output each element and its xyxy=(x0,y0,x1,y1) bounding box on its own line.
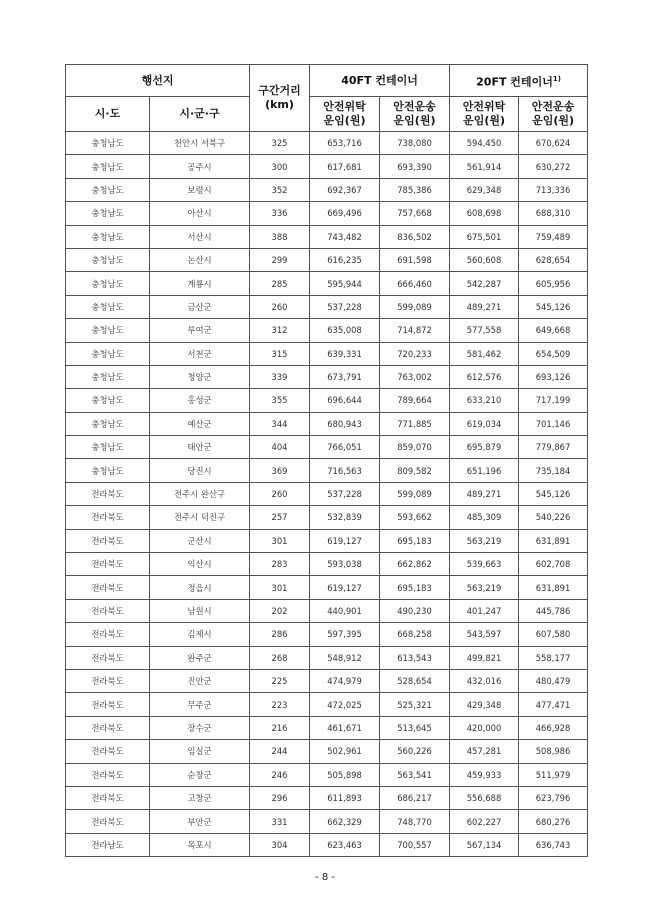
city-cell: 진안군 xyxy=(150,669,250,692)
ft20-consign-cell: 608,698 xyxy=(450,202,519,225)
city-cell: 부여군 xyxy=(150,319,250,342)
distance-cell: 304 xyxy=(250,833,310,856)
distance-cell: 301 xyxy=(250,576,310,599)
ft20-consign-cell: 577,558 xyxy=(450,319,519,342)
table-row xyxy=(66,506,588,529)
ft40-transport-cell: 599,089 xyxy=(380,295,450,318)
city-cell: 김제시 xyxy=(150,623,250,646)
city-cell: 부안군 xyxy=(150,810,250,833)
table-row xyxy=(66,599,588,622)
ft40-consign-cell: 593,038 xyxy=(310,553,380,576)
ft20-transport-cell: 540,226 xyxy=(519,506,588,529)
ft40-consign-cell: 472,025 xyxy=(310,693,380,716)
ft40-consign-cell: 502,961 xyxy=(310,740,380,763)
ft20-consign-cell: 560,608 xyxy=(450,248,519,271)
ft20-transport-cell: 602,708 xyxy=(519,553,588,576)
table-row xyxy=(66,389,588,412)
city-cell: 태안군 xyxy=(150,436,250,459)
ft20-transport-cell: 693,126 xyxy=(519,365,588,388)
ft20-consign-cell: 563,219 xyxy=(450,576,519,599)
table-row xyxy=(66,529,588,552)
distance-cell: 244 xyxy=(250,740,310,763)
province-cell: 전라북도 xyxy=(66,576,150,599)
ft40-consign-cell: 537,228 xyxy=(310,295,380,318)
ft40-consign-cell: 595,944 xyxy=(310,272,380,295)
ft20-transport-cell: 605,956 xyxy=(519,272,588,295)
distance-cell: 246 xyxy=(250,763,310,786)
ft20-transport-cell: 508,986 xyxy=(519,740,588,763)
province-cell: 전라북도 xyxy=(66,693,150,716)
province-cell: 충청남도 xyxy=(66,412,150,435)
ft40-transport-cell: 700,557 xyxy=(380,833,450,856)
ft40-consign-cell: 766,051 xyxy=(310,436,380,459)
ft20-transport-cell: 759,489 xyxy=(519,225,588,248)
ft20-consign-cell: 563,219 xyxy=(450,529,519,552)
ft40-transport-cell: 720,233 xyxy=(380,342,450,365)
table-row xyxy=(66,365,588,388)
ft40-consign-cell: 743,482 xyxy=(310,225,380,248)
ft40-transport-cell: 593,662 xyxy=(380,506,450,529)
ft40-consign-cell: 461,671 xyxy=(310,716,380,739)
city-cell: 보령시 xyxy=(150,178,250,201)
ft20-transport-cell: 631,891 xyxy=(519,529,588,552)
ft20-transport-cell: 735,184 xyxy=(519,459,588,482)
distance-header: 구간거리 (km) xyxy=(250,65,310,132)
ft40-transport-cell: 714,872 xyxy=(380,319,450,342)
ft20-consign-cell: 542,287 xyxy=(450,272,519,295)
ft40-transport-cell: 668,258 xyxy=(380,623,450,646)
ft40-consign-cell: 692,367 xyxy=(310,178,380,201)
province-cell: 충청남도 xyxy=(66,178,150,201)
city-cell: 무주군 xyxy=(150,693,250,716)
city-cell: 계룡시 xyxy=(150,272,250,295)
ft40-transport-cell: 763,002 xyxy=(380,365,450,388)
ft20-consign-cell: 619,034 xyxy=(450,412,519,435)
table-row xyxy=(66,295,588,318)
province-cell: 충청남도 xyxy=(66,155,150,178)
ft20-transport-cell: 607,580 xyxy=(519,623,588,646)
ft20-transport-rate-header: 안전운송 운임(원) xyxy=(519,97,588,132)
ft40-consign-cell: 696,644 xyxy=(310,389,380,412)
city-cell: 예산군 xyxy=(150,412,250,435)
table-row xyxy=(66,810,588,833)
ft40-transport-cell: 695,183 xyxy=(380,576,450,599)
ft20-consign-cell: 675,501 xyxy=(450,225,519,248)
city-cell: 공주시 xyxy=(150,155,250,178)
ft20-transport-cell: 654,509 xyxy=(519,342,588,365)
ft20-transport-cell: 545,126 xyxy=(519,295,588,318)
distance-cell: 257 xyxy=(250,506,310,529)
table-row xyxy=(66,693,588,716)
ft40-consign-rate-header: 안전위탁 운임(원) xyxy=(310,97,380,132)
province-cell: 전라북도 xyxy=(66,763,150,786)
distance-cell: 339 xyxy=(250,365,310,388)
province-cell: 전라북도 xyxy=(66,740,150,763)
table-row xyxy=(66,833,588,856)
ft20-transport-cell: 623,796 xyxy=(519,786,588,809)
freight-rate-table xyxy=(65,64,588,857)
ft20-container-label: 20FT 컨테이너 xyxy=(476,75,553,89)
distance-cell: 268 xyxy=(250,646,310,669)
ft20-consign-cell: 489,271 xyxy=(450,482,519,505)
city-cell: 완주군 xyxy=(150,646,250,669)
ft20-consign-cell: 602,227 xyxy=(450,810,519,833)
ft40-transport-cell: 525,321 xyxy=(380,693,450,716)
ft20-transport-cell: 628,654 xyxy=(519,248,588,271)
ft20-transport-cell: 779,867 xyxy=(519,436,588,459)
distance-cell: 223 xyxy=(250,693,310,716)
province-cell: 전라북도 xyxy=(66,646,150,669)
ft40-consign-cell: 616,235 xyxy=(310,248,380,271)
ft40-transport-cell: 789,664 xyxy=(380,389,450,412)
province-cell: 전라북도 xyxy=(66,529,150,552)
ft40-consign-cell: 662,329 xyxy=(310,810,380,833)
province-cell: 충청남도 xyxy=(66,295,150,318)
distance-cell: 336 xyxy=(250,202,310,225)
table-row xyxy=(66,576,588,599)
ft20-consign-cell: 612,576 xyxy=(450,365,519,388)
distance-cell: 388 xyxy=(250,225,310,248)
ft20-consign-cell: 629,348 xyxy=(450,178,519,201)
table-row xyxy=(66,132,588,155)
city-cell: 정읍시 xyxy=(150,576,250,599)
ft40-transport-cell: 686,217 xyxy=(380,786,450,809)
ft20-consign-cell: 651,196 xyxy=(450,459,519,482)
table-row xyxy=(66,155,588,178)
ft20-transport-cell: 480,479 xyxy=(519,669,588,692)
ft40-transport-cell: 528,654 xyxy=(380,669,450,692)
distance-cell: 352 xyxy=(250,178,310,201)
ft20-transport-cell: 445,786 xyxy=(519,599,588,622)
table-row xyxy=(66,459,588,482)
ft20-transport-cell: 717,199 xyxy=(519,389,588,412)
table-row xyxy=(66,202,588,225)
ft40-consign-cell: 548,912 xyxy=(310,646,380,669)
ft20-transport-cell: 688,310 xyxy=(519,202,588,225)
distance-cell: 216 xyxy=(250,716,310,739)
city-cell: 순창군 xyxy=(150,763,250,786)
province-cell: 충청남도 xyxy=(66,389,150,412)
distance-cell: 404 xyxy=(250,436,310,459)
ft20-consign-cell: 581,462 xyxy=(450,342,519,365)
province-cell: 충청남도 xyxy=(66,272,150,295)
ft40-transport-cell: 809,582 xyxy=(380,459,450,482)
city-cell: 목포시 xyxy=(150,833,250,856)
ft20-consign-cell: 489,271 xyxy=(450,295,519,318)
ft40-consign-cell: 597,395 xyxy=(310,623,380,646)
ft40-transport-cell: 490,230 xyxy=(380,599,450,622)
distance-cell: 300 xyxy=(250,155,310,178)
province-cell: 전라북도 xyxy=(66,553,150,576)
distance-cell: 296 xyxy=(250,786,310,809)
province-cell: 전라북도 xyxy=(66,482,150,505)
table-row xyxy=(66,646,588,669)
ft20-consign-rate-header: 안전위탁 운임(원) xyxy=(450,97,519,132)
ft40-transport-cell: 771,885 xyxy=(380,412,450,435)
table-row xyxy=(66,669,588,692)
ft20-consign-cell: 459,933 xyxy=(450,763,519,786)
ft40-transport-cell: 599,089 xyxy=(380,482,450,505)
ft40-transport-cell: 757,668 xyxy=(380,202,450,225)
ft20-transport-cell: 466,928 xyxy=(519,716,588,739)
city-cell: 익산시 xyxy=(150,553,250,576)
ft20-transport-cell: 636,743 xyxy=(519,833,588,856)
table-row xyxy=(66,482,588,505)
ft20-footnote-mark: 1) xyxy=(552,74,561,83)
ft40-transport-cell: 738,080 xyxy=(380,132,450,155)
ft40-transport-cell: 695,183 xyxy=(380,529,450,552)
province-header: 시·도 xyxy=(66,97,150,132)
ft40-transport-cell: 836,502 xyxy=(380,225,450,248)
province-cell: 전라북도 xyxy=(66,810,150,833)
ft20-transport-cell: 713,336 xyxy=(519,178,588,201)
city-cell: 논산시 xyxy=(150,248,250,271)
ft40-container-header: 40FT 컨테이너 xyxy=(310,65,450,97)
distance-cell: 301 xyxy=(250,529,310,552)
province-cell: 충청남도 xyxy=(66,319,150,342)
city-header: 시·군·구 xyxy=(150,97,250,132)
distance-cell: 285 xyxy=(250,272,310,295)
ft20-consign-cell: 420,000 xyxy=(450,716,519,739)
province-cell: 충청남도 xyxy=(66,132,150,155)
ft40-transport-cell: 785,386 xyxy=(380,178,450,201)
province-cell: 전라북도 xyxy=(66,599,150,622)
city-cell: 금산군 xyxy=(150,295,250,318)
ft40-consign-cell: 474,979 xyxy=(310,669,380,692)
ft20-consign-cell: 539,663 xyxy=(450,553,519,576)
table-row xyxy=(66,786,588,809)
ft20-consign-cell: 556,688 xyxy=(450,786,519,809)
table-row xyxy=(66,225,588,248)
province-cell: 충청남도 xyxy=(66,459,150,482)
city-cell: 당진시 xyxy=(150,459,250,482)
ft20-consign-cell: 543,597 xyxy=(450,623,519,646)
ft20-transport-cell: 477,471 xyxy=(519,693,588,716)
ft40-transport-rate-header: 안전운송 운임(원) xyxy=(380,97,450,132)
ft20-consign-cell: 567,134 xyxy=(450,833,519,856)
table-row xyxy=(66,740,588,763)
ft20-consign-cell: 499,821 xyxy=(450,646,519,669)
ft20-transport-cell: 670,624 xyxy=(519,132,588,155)
destination-header: 행선지 xyxy=(66,65,250,97)
distance-cell: 260 xyxy=(250,482,310,505)
distance-cell: 283 xyxy=(250,553,310,576)
ft40-transport-cell: 748,770 xyxy=(380,810,450,833)
ft40-consign-cell: 619,127 xyxy=(310,529,380,552)
ft20-consign-cell: 432,016 xyxy=(450,669,519,692)
ft20-transport-cell: 630,272 xyxy=(519,155,588,178)
ft40-consign-cell: 653,716 xyxy=(310,132,380,155)
distance-cell: 325 xyxy=(250,132,310,155)
ft40-consign-cell: 537,228 xyxy=(310,482,380,505)
table-row xyxy=(66,319,588,342)
ft40-transport-cell: 560,226 xyxy=(380,740,450,763)
distance-cell: 331 xyxy=(250,810,310,833)
ft20-transport-cell: 631,891 xyxy=(519,576,588,599)
ft20-consign-cell: 485,309 xyxy=(450,506,519,529)
table-row xyxy=(66,623,588,646)
city-cell: 청양군 xyxy=(150,365,250,388)
distance-cell: 225 xyxy=(250,669,310,692)
city-cell: 서산시 xyxy=(150,225,250,248)
ft20-consign-cell: 695,879 xyxy=(450,436,519,459)
province-cell: 충청남도 xyxy=(66,248,150,271)
ft40-consign-cell: 680,943 xyxy=(310,412,380,435)
distance-cell: 286 xyxy=(250,623,310,646)
city-cell: 전주시 덕진구 xyxy=(150,506,250,529)
ft20-transport-cell: 680,276 xyxy=(519,810,588,833)
city-cell: 서천군 xyxy=(150,342,250,365)
ft20-transport-cell: 545,126 xyxy=(519,482,588,505)
ft20-transport-cell: 649,668 xyxy=(519,319,588,342)
ft20-consign-cell: 457,281 xyxy=(450,740,519,763)
table-row xyxy=(66,412,588,435)
ft40-transport-cell: 513,645 xyxy=(380,716,450,739)
ft40-transport-cell: 691,598 xyxy=(380,248,450,271)
ft20-consign-cell: 429,348 xyxy=(450,693,519,716)
table-row xyxy=(66,178,588,201)
province-cell: 전라남도 xyxy=(66,833,150,856)
ft40-consign-cell: 611,893 xyxy=(310,786,380,809)
ft40-consign-cell: 623,463 xyxy=(310,833,380,856)
ft20-transport-cell: 558,177 xyxy=(519,646,588,669)
ft20-consign-cell: 633,210 xyxy=(450,389,519,412)
table-row xyxy=(66,763,588,786)
province-cell: 전라북도 xyxy=(66,669,150,692)
city-cell: 남원시 xyxy=(150,599,250,622)
ft40-consign-cell: 716,563 xyxy=(310,459,380,482)
city-cell: 고창군 xyxy=(150,786,250,809)
distance-cell: 369 xyxy=(250,459,310,482)
distance-cell: 299 xyxy=(250,248,310,271)
ft20-consign-cell: 561,914 xyxy=(450,155,519,178)
distance-cell: 260 xyxy=(250,295,310,318)
distance-cell: 355 xyxy=(250,389,310,412)
province-cell: 충청남도 xyxy=(66,342,150,365)
province-cell: 전라북도 xyxy=(66,786,150,809)
city-cell: 군산시 xyxy=(150,529,250,552)
ft40-consign-cell: 673,791 xyxy=(310,365,380,388)
rate-table-body xyxy=(66,132,588,857)
city-cell: 임실군 xyxy=(150,740,250,763)
ft20-transport-cell: 511,979 xyxy=(519,763,588,786)
ft20-consign-cell: 401,247 xyxy=(450,599,519,622)
ft40-transport-cell: 666,460 xyxy=(380,272,450,295)
page-number: - 8 - xyxy=(315,872,335,883)
ft40-transport-cell: 563,541 xyxy=(380,763,450,786)
city-cell: 장수군 xyxy=(150,716,250,739)
city-cell: 천안시 서북구 xyxy=(150,132,250,155)
ft40-consign-cell: 635,008 xyxy=(310,319,380,342)
table-row xyxy=(66,248,588,271)
province-cell: 충청남도 xyxy=(66,365,150,388)
ft40-transport-cell: 693,390 xyxy=(380,155,450,178)
province-cell: 충청남도 xyxy=(66,225,150,248)
ft40-consign-cell: 532,839 xyxy=(310,506,380,529)
ft40-consign-cell: 505,898 xyxy=(310,763,380,786)
table-row xyxy=(66,436,588,459)
province-cell: 충청남도 xyxy=(66,202,150,225)
ft20-transport-cell: 701,146 xyxy=(519,412,588,435)
distance-cell: 312 xyxy=(250,319,310,342)
city-cell: 홍성군 xyxy=(150,389,250,412)
ft20-container-header xyxy=(450,65,588,97)
table-row xyxy=(66,342,588,365)
ft40-transport-cell: 662,862 xyxy=(380,553,450,576)
city-cell: 아산시 xyxy=(150,202,250,225)
province-cell: 전라북도 xyxy=(66,716,150,739)
table-row xyxy=(66,716,588,739)
ft40-consign-cell: 669,496 xyxy=(310,202,380,225)
province-cell: 전라북도 xyxy=(66,506,150,529)
ft40-transport-cell: 859,070 xyxy=(380,436,450,459)
table-row xyxy=(66,272,588,295)
ft40-transport-cell: 613,543 xyxy=(380,646,450,669)
ft20-consign-cell: 594,450 xyxy=(450,132,519,155)
ft40-consign-cell: 639,331 xyxy=(310,342,380,365)
province-cell: 전라북도 xyxy=(66,623,150,646)
ft40-consign-cell: 619,127 xyxy=(310,576,380,599)
distance-cell: 315 xyxy=(250,342,310,365)
ft40-consign-cell: 617,681 xyxy=(310,155,380,178)
province-cell: 충청남도 xyxy=(66,436,150,459)
distance-cell: 202 xyxy=(250,599,310,622)
table-row xyxy=(66,553,588,576)
ft40-consign-cell: 440,901 xyxy=(310,599,380,622)
distance-cell: 344 xyxy=(250,412,310,435)
city-cell: 전주시 완산구 xyxy=(150,482,250,505)
